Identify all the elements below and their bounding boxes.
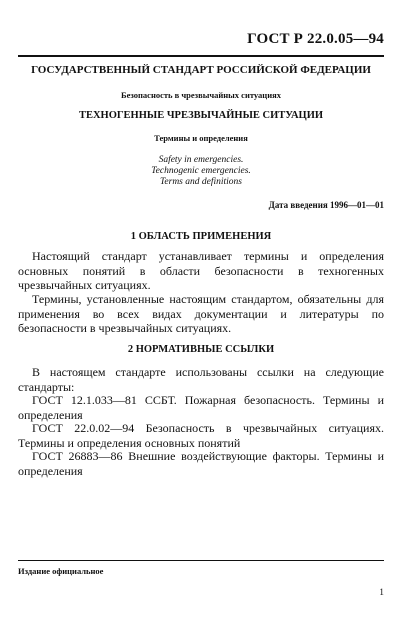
reference-gost-12-1-033: ГОСТ 12.1.033—81 ССБТ. Пожарная безопасность. Термины и определения [18, 393, 384, 422]
edition-label: Издание официальное [18, 566, 104, 576]
section-1-heading: 1 ОБЛАСТЬ ПРИМЕНЕНИЯ [130, 231, 272, 242]
section-2-paragraph-1: В настоящем стандарте использованы ссылки на следующие стандарты: [18, 365, 384, 394]
footer-divider [18, 560, 384, 561]
introduction-date: Дата введения 1996—01—01 [268, 200, 384, 210]
document-subtitle: Термины и определения [154, 133, 248, 143]
reference-gost-22-0-02: ГОСТ 22.0.02—94 Безопасность в чрезвычайных ситуациях. Термины и определения основных понятий [18, 421, 384, 450]
english-title-line-2: Technogenic emergencies. [151, 166, 251, 176]
header-divider [18, 55, 384, 57]
reference-gost-26883: ГОСТ 26883—86 Внешние воздействующие факторы. Термины и определения [18, 449, 384, 478]
section-1-paragraph-2: Термины, установленные настоящим стандартом, обязательны для применения во всех видах документации и литературы по безопасности в чрезвычайных ситуациях. [18, 292, 384, 335]
page-number: 1 [379, 588, 384, 598]
document-title: ТЕХНОГЕННЫЕ ЧРЕЗВЫЧАЙНЫЕ СИТУАЦИИ [78, 110, 324, 121]
standard-title: ГОСУДАРСТВЕННЫЙ СТАНДАРТ РОССИЙСКОЙ ФЕДЕРАЦИИ [31, 64, 371, 76]
english-title-block [18, 155, 384, 188]
english-title-line-3: Terms and definitions [160, 177, 242, 187]
section-2-heading: 2 НОРМАТИВНЫЕ ССЫЛКИ [127, 344, 275, 355]
english-title-line-1: Safety in emergencies. [158, 155, 244, 165]
document-code: ГОСТ Р 22.0.05—94 [247, 31, 384, 47]
subject-line: Безопасность в чрезвычайных ситуациях [121, 90, 281, 100]
section-1-paragraph-1: Настоящий стандарт устанавливает термины и определения основных понятий в области безопасности в техногенных чрезвычайных ситуациях. [18, 249, 384, 292]
